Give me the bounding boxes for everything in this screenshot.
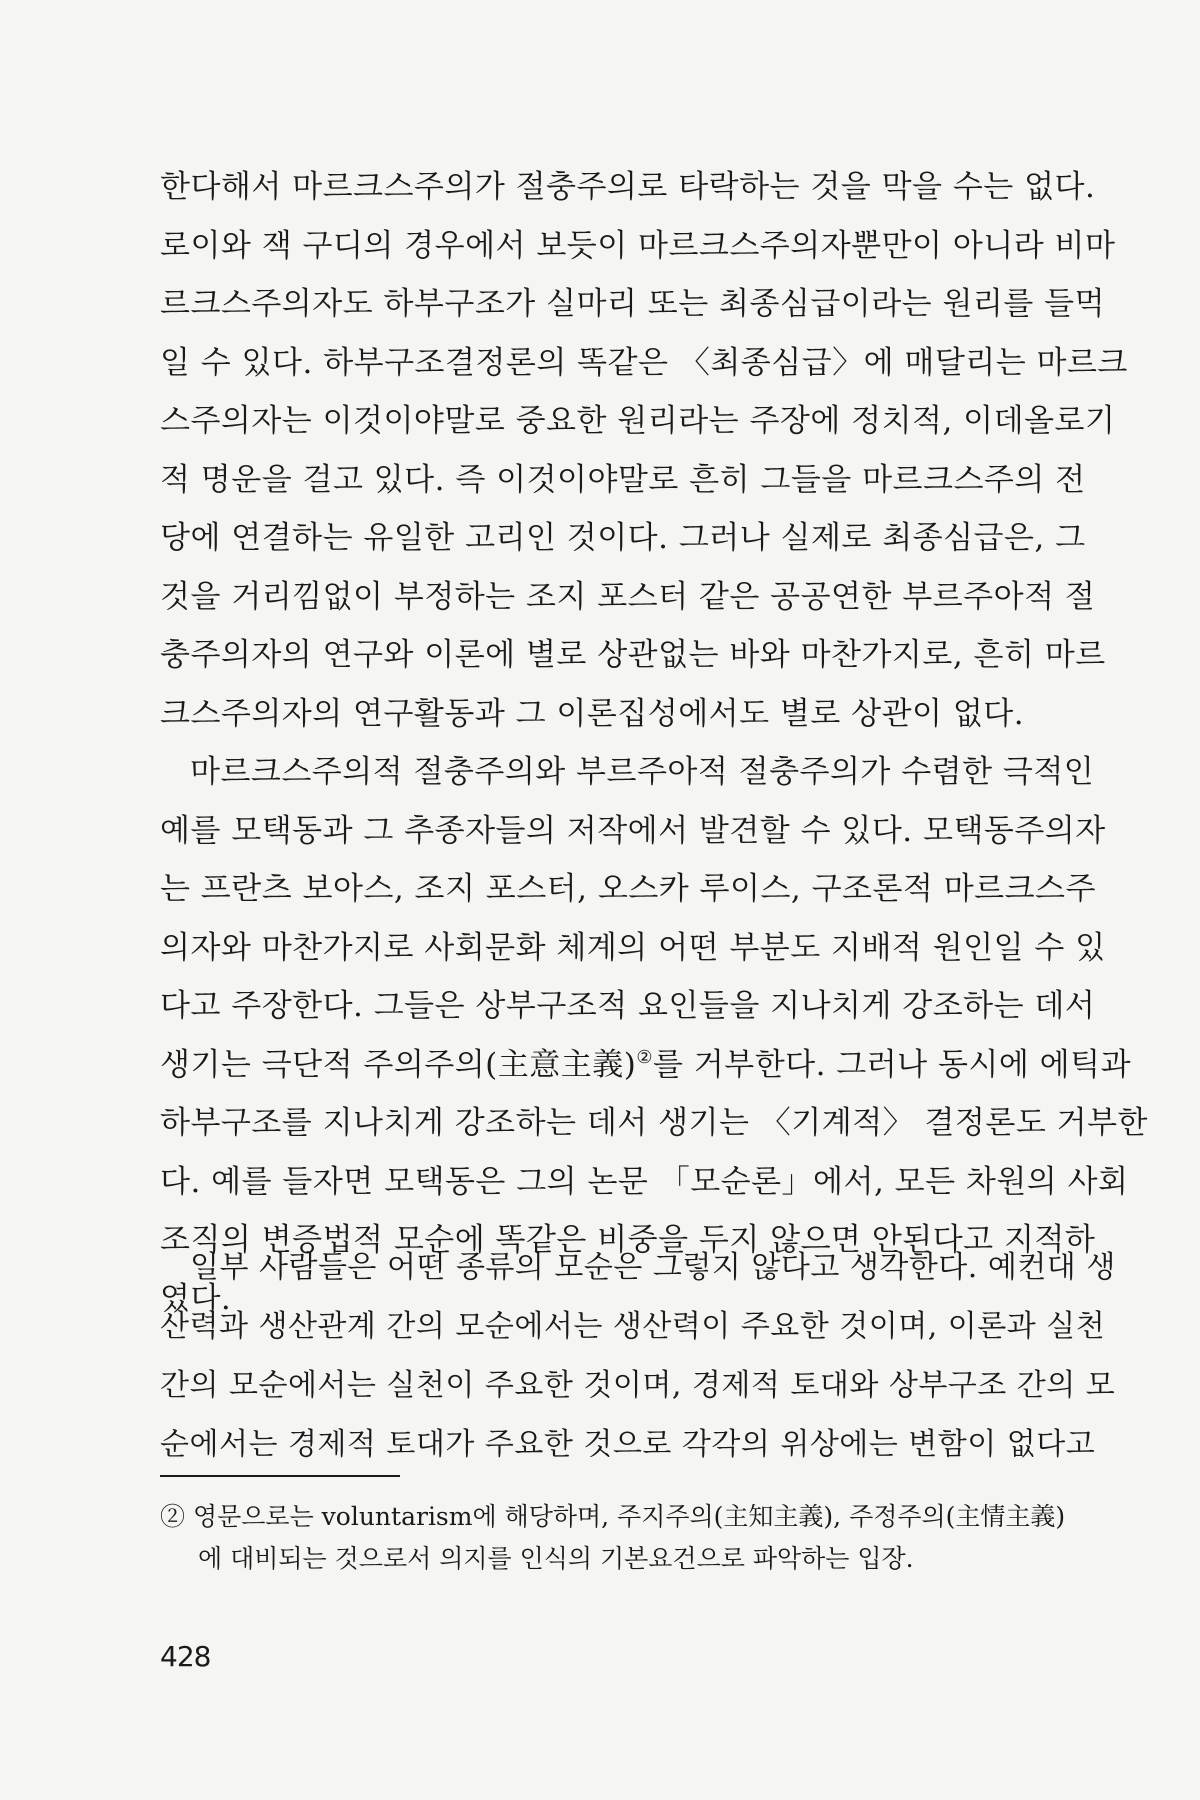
text-line: 다고 주장한다. 그들은 상부구조적 요인들을 지나치게 강조하는 데서 — [160, 988, 1096, 1024]
block-quote — [160, 1238, 1116, 1474]
footnote-line — [160, 1496, 1066, 1538]
text-line: 의자와 마찬가지로 사회문화 체계의 어떤 부분도 지배적 원인일 수 있 — [160, 929, 1106, 966]
text-line: 로이와 잭 구디의 경우에서 보듯이 마르크스주의자뿐만이 아니라 비마 — [160, 227, 1116, 264]
quote-line: 순에서는 경제적 토대가 주요한 것으로 각각의 위상에는 변함이 없다고 — [160, 1427, 1096, 1462]
text-line: 조직의 변증법적 모순에 똑같은 비중을 두지 않으면 안된다고 지적하 — [160, 1222, 1096, 1258]
text-line: 스주의자는 이것이야말로 중요한 원리라는 주장에 정치적, 이데올로기 — [160, 403, 1116, 439]
text-line: 예를 모택동과 그 추종자들의 저작에서 발견할 수 있다. 모택동주의자 — [160, 812, 1106, 849]
text-line: 였다. — [160, 1280, 232, 1317]
footnote-marker: ② — [160, 1502, 186, 1531]
text-line: 는 프란츠 보아스, 조지 포스터, 오스카 루이스, 구조론적 마르크스주 — [160, 871, 1096, 907]
text-line: 크스주의자의 연구활동과 그 이론집성에서도 별로 상관이 없다. — [160, 695, 1025, 732]
quote-line: 산력과 생산관계 간의 모순에서는 생산력이 주요한 것이며, 이론과 실천 — [160, 1309, 1106, 1344]
quote-line: 일부 사람들은 어떤 종류의 모순은 그렇지 않다고 생각한다. 예컨대 생 — [190, 1250, 1116, 1285]
text-line: 적 명운을 걸고 있다. 즉 이것이야말로 흔히 그들을 마르크스주의 전 — [160, 461, 1086, 498]
text-line: 일 수 있다. 하부구조결정론의 똑같은 〈최종심급〉에 매달리는 마르크 — [160, 344, 1128, 381]
main-text — [160, 158, 1148, 1328]
text-line: 충주의자의 연구와 이론에 별로 상관없는 바와 마찬가지로, 흔히 마르 — [160, 637, 1106, 673]
text-line: 당에 연결하는 유일한 고리인 것이다. 그러나 실제로 최종심급은, 그 — [160, 520, 1086, 556]
footnote-line: 에 대비되는 것으로서 의지를 인식의 기본요건으로 파악하는 입장. — [198, 1544, 914, 1573]
footnote-text: 영문으로는 voluntarism에 해당하며, 주지주의(主知主義), 주정주의(主情主義) — [192, 1502, 1066, 1531]
text-line: 한다해서 마르크스주의가 절충주의로 타락하는 것을 막을 수는 없다. — [160, 169, 1096, 205]
text-line: 하부구조를 지나치게 강조하는 데서 생기는 〈기계적〉 결정론도 거부한 — [160, 1105, 1148, 1141]
text-line: 다. 예를 들자면 모택동은 그의 논문 「모순론」에서, 모든 차원의 사회 — [160, 1163, 1129, 1200]
quote-line: 간의 모순에서는 실천이 주요한 것이며, 경제적 토대와 상부구조 간의 모 — [160, 1368, 1116, 1403]
paragraph-start-line: 마르크스주의적 절충주의와 부르주아적 절충주의가 수렴한 극적인 — [190, 754, 1095, 790]
text-segment: 를 거부한다. 그러나 동시에 에틱과 — [653, 1046, 1132, 1083]
footnote-reference: ② — [636, 1046, 653, 1068]
footnote — [160, 1496, 1066, 1580]
text-line: 것을 거리낌없이 부정하는 조지 포스터 같은 공공연한 부르주아적 절 — [160, 578, 1096, 615]
text-line-with-footnote — [160, 1036, 1132, 1095]
text-segment: 생기는 극단적 주의주의(主意主義) — [160, 1046, 637, 1083]
page-number: 428 — [160, 1640, 211, 1673]
footnote-divider — [160, 1475, 400, 1477]
text-line: 르크스주의자도 하부구조가 실마리 또는 최종심급이라는 원리를 들먹 — [160, 286, 1106, 322]
